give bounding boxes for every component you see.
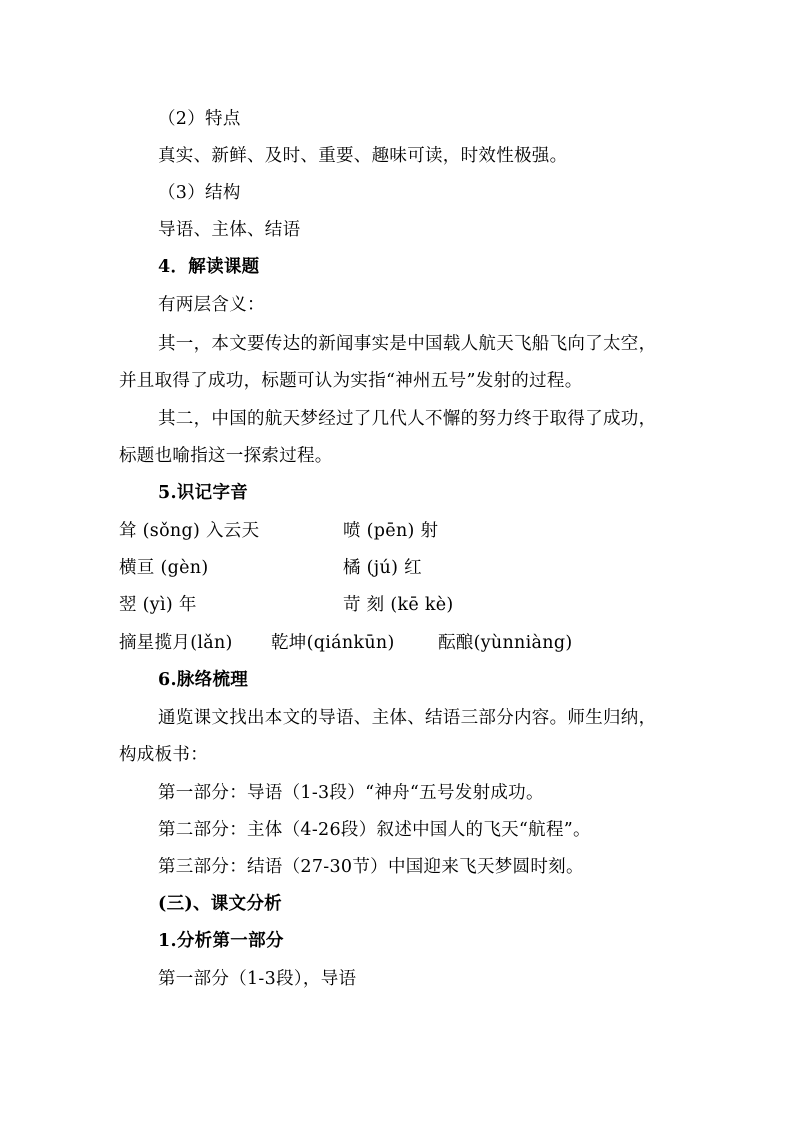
pronunciation-item: 翌 (yì) 年 [119, 595, 197, 615]
paragraph-part-one-lead: 第一部分（1-3段），导语 [158, 969, 357, 989]
pronunciation-item: 橘 (jú) 红 [343, 558, 422, 578]
pronunciation-item: 苛 刻 (kē kè) [343, 595, 454, 615]
pronunciation-item: 摘星揽月(lǎn) [119, 633, 233, 653]
paragraph-meaning-two-line2: 标题也喻指这一探索过程。 [119, 446, 333, 466]
subheading-structure: （3）结构 [158, 183, 241, 203]
heading-outline: 6.脉络梳理 [158, 670, 249, 690]
paragraph-meaning-one-line1: 其一，本文要传达的新闻事实是中国载人航天飞船飞向了太空， [158, 334, 657, 354]
heading-text-analysis: (三)、课文分析 [158, 894, 282, 914]
pronunciation-item: 乾坤(qiánkūn) [271, 633, 395, 653]
outline-part-three: 第三部分：结语（27-30节）中国迎来飞天梦圆时刻。 [158, 857, 584, 877]
paragraph-structure: 导语、主体、结语 [158, 220, 301, 240]
heading-interpret-title: 4．解读课题 [158, 257, 260, 277]
paragraph-meaning-two-line1: 其二，中国的航天梦经过了几代人不懈的努力终于取得了成功， [158, 409, 657, 429]
paragraph-features: 真实、新鲜、及时、重要、趣味可读，时效性极强。 [158, 146, 568, 166]
subheading-features: （2）特点 [158, 109, 241, 129]
paragraph-outline-line2: 构成板书： [119, 745, 208, 765]
pronunciation-item: 酝酿(yùnniàng) [438, 633, 573, 653]
outline-part-two: 第二部分：主体（4-26段）叙述中国人的飞天“航程”。 [158, 820, 591, 840]
heading-analyze-part-one: 1.分析第一部分 [158, 931, 284, 951]
heading-pronunciation: 5.识记字音 [158, 483, 249, 503]
pronunciation-item: 耸 (sǒng) 入云天 [119, 521, 260, 541]
paragraph-outline-line1: 通览课文找出本文的导语、主体、结语三部分内容。师生归纳， [158, 708, 657, 728]
paragraph-two-meanings: 有两层含义： [158, 295, 265, 315]
paragraph-meaning-one-line2: 并且取得了成功，标题可认为实指“神州五号”发射的过程。 [119, 371, 583, 391]
pronunciation-item: 喷 (pēn) 射 [343, 521, 439, 541]
outline-part-one: 第一部分：导语（1-3段）“神舟“五号发射成功。 [158, 783, 544, 803]
pronunciation-item: 横亘 (gèn) [119, 558, 209, 578]
